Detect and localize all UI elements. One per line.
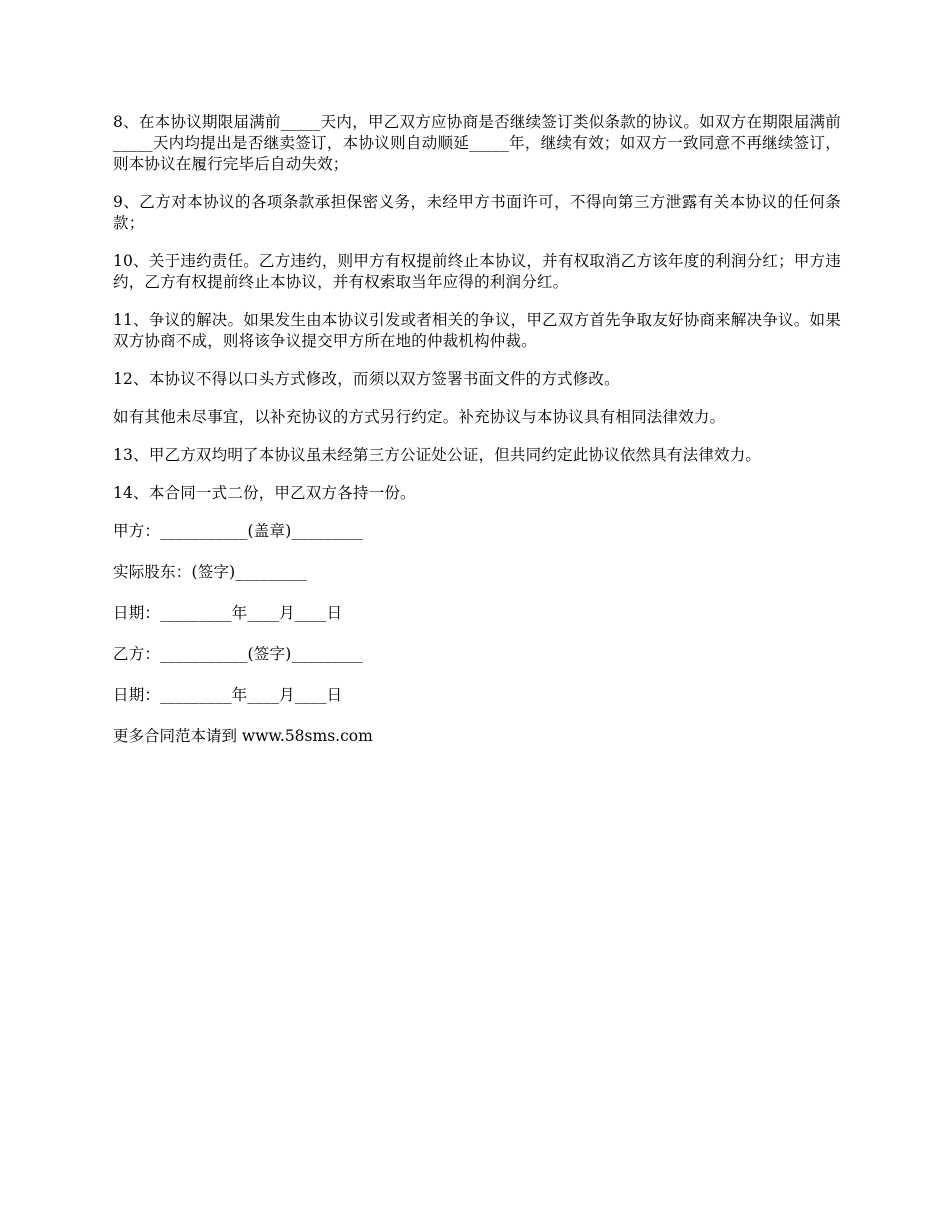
clause-9: 9、乙方对本协议的各项条款承担保密义务，未经甲方书面许可，不得向第三方泄露有关本协议的任何条款；: [113, 193, 841, 232]
party-a-signature-line: 甲方：___________(盖章)_________: [113, 522, 363, 540]
party-b-signature-line: 乙方：___________(签字)_________: [113, 645, 363, 663]
clause-14: 14、本合同一式二份，甲乙双方各持一份。: [113, 484, 416, 502]
clause-11: 11、争议的解决。如果发生由本协议引发或者相关的争议，甲乙双方首先争取友好协商来解决争议。如果双方协商不成，则将该争议提交甲方所在地的仲裁机构仲裁。: [113, 311, 841, 350]
party-a-date-line: 日期：_________年____月____日: [113, 604, 343, 622]
clause-8: 8、在本协议期限届满前_____天内，甲乙双方应协商是否继续签订类似条款的协议。如双方在期限届满前_____天内均提出是否继卖签订，本协议则自动顺延_____年，继续有效；如双方一致同意不再继续签订，则本协议在履行完毕后自动失效；: [113, 113, 841, 173]
clause-10: 10、关于违约责任。乙方违约，则甲方有权提前终止本协议，并有权取消乙方该年度的利润分红；甲方违约，乙方有权提前终止本协议，并有权索取当年应得的利润分红。: [113, 252, 841, 291]
party-b-date-line: 日期：_________年____月____日: [113, 686, 343, 704]
supplementary-note: 如有其他未尽事宜，以补充协议的方式另行约定。补充协议与本协议具有相同法律效力。: [113, 408, 726, 426]
clause-13: 13、甲乙方双均明了本协议虽未经第三方公证处公证，但共同约定此协议依然具有法律效力。: [113, 446, 762, 464]
document-page: [113, 112, 841, 763]
footer-link-text: 更多合同范本请到 www.58sms.com: [113, 727, 373, 745]
clause-12: 12、本协议不得以口头方式修改，而须以双方签署书面文件的方式修改。: [113, 370, 620, 388]
shareholder-signature-line: 实际股东：(签字)_________: [113, 563, 307, 581]
